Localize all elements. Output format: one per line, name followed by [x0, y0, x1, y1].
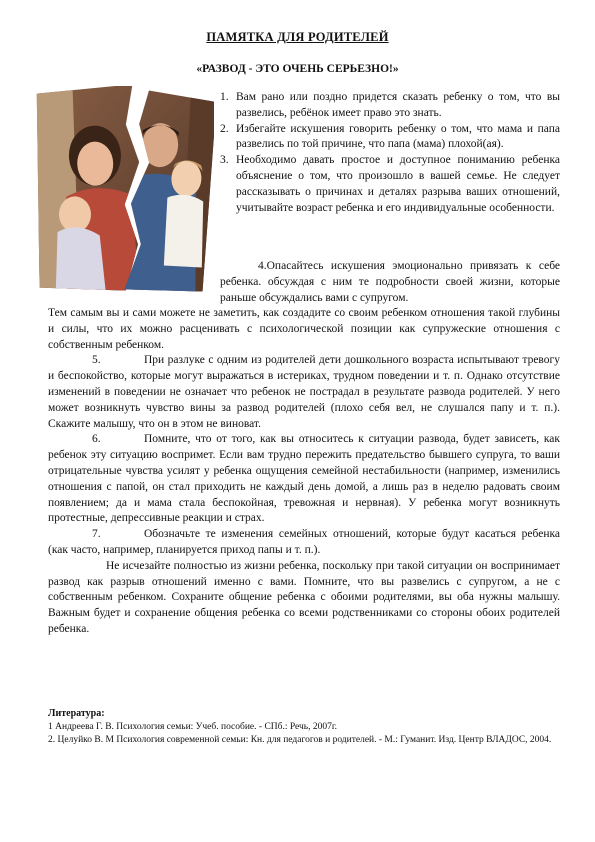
page-subtitle: «РАЗВОД - ЭТО ОЧЕНЬ СЕРЬЕЗНО!» [196, 63, 399, 75]
list-item [220, 122, 560, 154]
advice-4-start: 4.Опасайтесь искушения эмоционально привязать к себе ребенка. обсуждая с ним те подробности своей жизни, которые раньше обсуждались вами с супругом. [220, 260, 560, 304]
body-text [48, 306, 560, 638]
list-text: Необходимо давать простое и доступное пониманию ребенка объяснение о том, что произошло в вашей семье. Не следует рассказывать о причинах и деталях разрыва ваших отношений, учитывайте возраст ребенка и его индивидуальные особенности. [236, 154, 560, 214]
advice-text: Помните, что от того, как вы относитесь к ситуации развода, будет зависеть, как ребенок эту ситуацию воспримет. Если вам трудно пережить предательство бывшего супруга, то ваши отрицательные чувства усилят у ребенка ощущения семейной нестабильности (например, изменились отношения с папой, он стал приходить не каждый день домой, а лишь раз в неделю радовать своим появлением; да и мама стала беспокойная, тревожная и нервная). У ребенка могут возникнуть протестные, депрессивные реакции и страх. [48, 433, 560, 525]
advice-5 [48, 353, 560, 432]
advice-8: Не исчезайте полностью из жизни ребенка, поскольку при такой ситуации он воспринимает развод как разрыв отношений именно с вами. Помните, что вы развелись с супругом, а не с собственным ребенком. Сохраните общение ребенка с обоими родителями, вы оба нужны малышу. Важным будет и сохранение общения ребенка со всеми родственниками со стороны обоих родителей ребенка. [48, 559, 560, 635]
advice-6 [48, 432, 560, 527]
advice-text: Обозначьте те изменения семейных отношений, которые будут касаться ребенка (как часто, например, планируется приход папы и т. п.). [48, 528, 560, 556]
advice-number: 6. [92, 433, 101, 446]
list-number: 3. [220, 154, 229, 167]
references [48, 707, 560, 748]
list-number: 1. [220, 91, 229, 103]
list-text: Вам рано или поздно придется сказать ребенку о том, что вы развелись, ребёнок имеет право это знать. [236, 91, 560, 119]
list-number: 2. [220, 122, 229, 135]
reference-item: 1 Андреева Г. В. Психология семьи: Учеб. пособие. - СПб.: Речь, 2007г. [48, 721, 338, 732]
references-heading: Литература: [48, 708, 105, 719]
reference-item: 2. Целуйко В. М Психология современной семьи: Кн. для педагогов и родителей. - М.: Гуманит. Изд. Центр ВЛАДОС, 2004. [48, 735, 552, 745]
list-text: Избегайте искушения говорить ребенку о том, что мама и папа развелись по той причине, что папа (мама) плохой(ая). [236, 122, 560, 151]
advice-7 [48, 527, 560, 559]
advice-number: 5. [92, 354, 101, 367]
advice-list-top [220, 90, 560, 216]
advice-text: При разлуке с одним из родителей дети дошкольного возраста испытывают тревогу и беспокойство, которые могут выражаться в истериках, трудном поведении и т. п. Однако отсутствие изменений в поведении не означает что ребенок не пострадал в результате развода родителей. У него может возникнуть чувство вины за развод родителей (плохо себя вел, не слушался папу и т. п.). Скажите малышу, что он в этом не виноват. [48, 354, 560, 430]
list-item [220, 90, 560, 122]
advice-4-continued: Тем самым вы и сами можете не заметить, как создадите со своим ребенком отношения такой глубины и силы, что их можно расценивать с психологической позиции как супружеские отношения с собственным ребенком. [48, 307, 560, 351]
page-title: ПАМЯТКА ДЛЯ РОДИТЕЛЕЙ [206, 30, 389, 44]
advice-number: 7. [92, 528, 101, 541]
list-item [220, 153, 560, 216]
family-photo [36, 86, 214, 292]
